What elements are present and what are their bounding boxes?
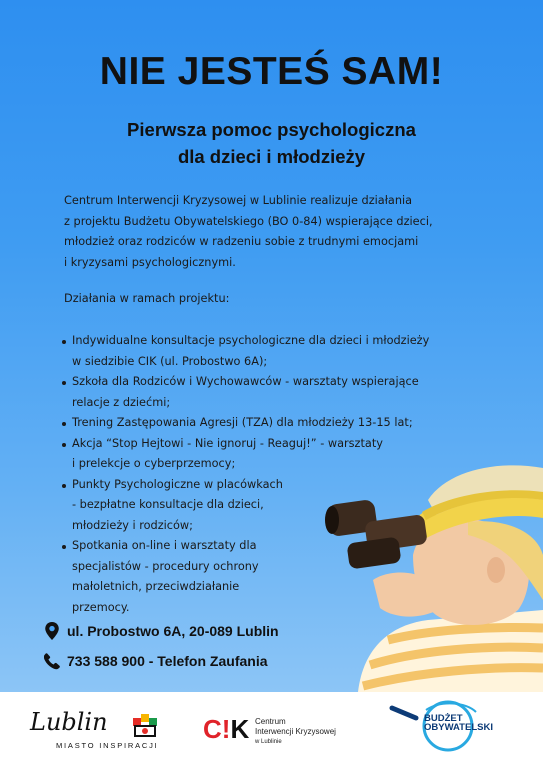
- lublin-logo-word: Lublin: [30, 708, 108, 736]
- actions-heading: Działania w ramach projektu:: [64, 292, 230, 305]
- phone-line: [44, 652, 268, 670]
- bo-logo-line: OBYWATELSKI: [424, 722, 493, 733]
- child-with-binoculars-illustration: [318, 460, 543, 692]
- address-line: [44, 622, 279, 640]
- phone-icon: [44, 652, 60, 670]
- lublin-mark-icon: [131, 712, 159, 738]
- map-pin-icon: [44, 622, 60, 640]
- list-item-line: przemocy.: [72, 600, 130, 614]
- list-item-line: i prelekcje o cyberprzemocy;: [72, 457, 236, 470]
- intro-line: i kryzysami psychologicznymi.: [64, 255, 236, 269]
- cik-logo-text: [255, 717, 336, 747]
- address-text: ul. Probostwo 6A, 20-089 Lublin: [67, 623, 279, 639]
- list-item-line: Indywidualne konsultacje psychologiczne dla dzieci i młodzieży: [72, 334, 430, 347]
- intro-paragraph: [64, 191, 504, 273]
- cik-logo-line: w Lublinie: [255, 739, 282, 745]
- lublin-logo: [28, 706, 168, 752]
- intro-line: młodzież oraz rodziców w radzeniu sobie z trudnymi emocjami: [64, 235, 419, 248]
- list-item-line: specjalistów - procedury ochrony: [72, 559, 259, 573]
- bo-logo-line: BUDŻET: [424, 713, 463, 724]
- cik-logo-k: K: [230, 714, 250, 744]
- footer-logos: [0, 692, 543, 768]
- cik-logo-c: C: [203, 714, 222, 744]
- cik-logo-line: Interwencji Kryzysowej: [255, 727, 336, 736]
- list-item: [62, 331, 482, 372]
- list-item-line: Trening Zastępowania Agresji (TZA) dla młodzieży 13-15 lat;: [72, 416, 413, 429]
- intro-line: Centrum Interwencji Kryzysowej w Lublinie realizuje działania: [64, 194, 413, 207]
- subtitle: [0, 116, 543, 170]
- cik-logo-mark: [203, 714, 249, 745]
- list-item-line: - bezpłatne konsultacje dla dzieci,: [72, 498, 264, 511]
- list-item-line: Punkty Psychologiczne w placówkach: [72, 477, 283, 491]
- list-item-line: Spotkania on-line i warsztaty dla: [72, 539, 257, 552]
- subtitle-line: dla dzieci i młodzieży: [177, 146, 366, 167]
- headline: NIE JESTEŚ SAM!: [99, 50, 444, 93]
- cik-logo-bang: !: [221, 714, 231, 744]
- intro-line: z projektu Budżetu Obywatelskiego (BO 0-84) wspierające dzieci,: [64, 214, 433, 228]
- list-item: [62, 372, 482, 413]
- subtitle-line: Pierwsza pomoc psychologiczna: [127, 119, 416, 140]
- list-item-line: młodzieży i rodziców;: [72, 518, 193, 532]
- cik-logo: [203, 710, 373, 750]
- list-item-line: w siedzibie CIK (ul. Probostwo 6A);: [72, 354, 268, 368]
- list-item: [62, 413, 482, 434]
- phone-text: 733 588 900 - Telefon Zaufania: [67, 653, 268, 669]
- lublin-logo-tagline: MIASTO INSPIRACJI: [56, 741, 159, 750]
- list-item-line: małoletnich, przeciwdziałanie: [72, 580, 240, 593]
- list-item-line: relacje z dziećmi;: [72, 395, 171, 409]
- list-item-line: Akcja “Stop Hejtowi - Nie ignoruj - Reaguj!” - warsztaty: [72, 436, 383, 450]
- bo-logo-text: [424, 714, 493, 732]
- cik-logo-line: Centrum: [255, 717, 286, 726]
- list-item-line: Szkoła dla Rodziców i Wychowawców - warsztaty wspierające: [72, 375, 419, 388]
- binoculars: [325, 499, 428, 570]
- budzet-obywatelski-logo: [386, 700, 516, 760]
